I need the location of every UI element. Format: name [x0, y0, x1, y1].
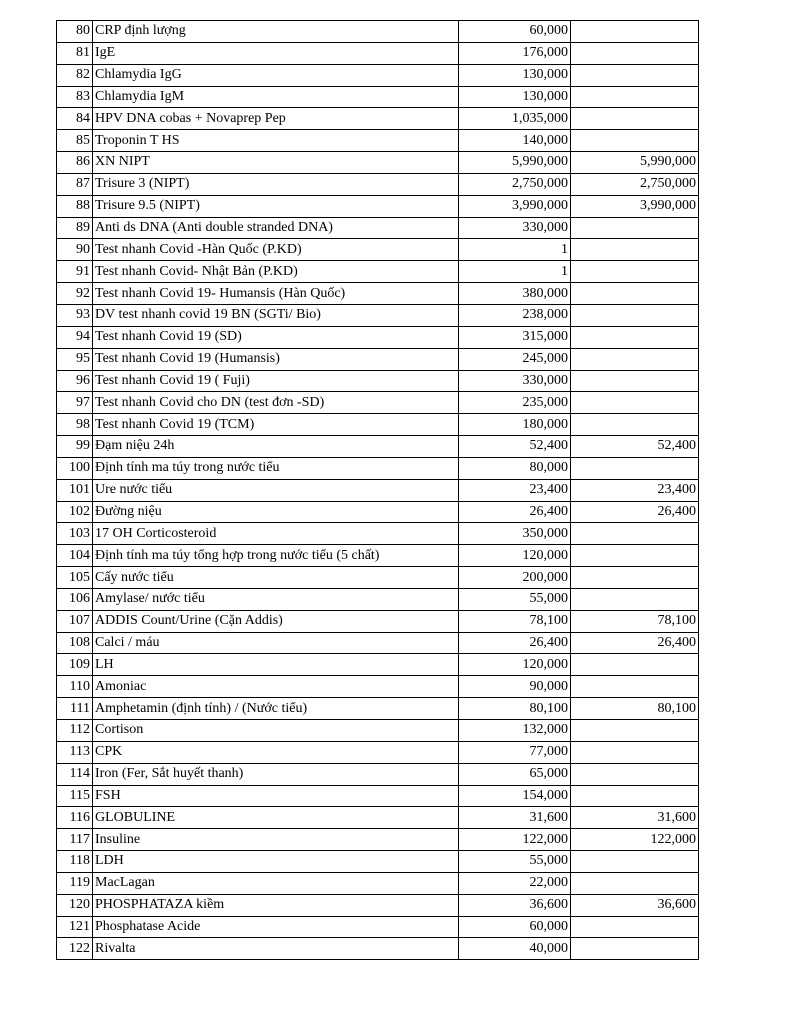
table-row — [57, 654, 699, 676]
table-row — [57, 414, 699, 436]
price-cell: 180,000 — [459, 414, 571, 436]
insurance-price-cell — [571, 130, 699, 152]
insurance-price-cell — [571, 217, 699, 239]
price-cell: 78,100 — [459, 610, 571, 632]
table-row — [57, 217, 699, 239]
table-row — [57, 457, 699, 479]
insurance-price-cell — [571, 938, 699, 960]
table-row — [57, 152, 699, 174]
test-name-cell: Calci / máu — [93, 632, 459, 654]
price-cell: 3,990,000 — [459, 195, 571, 217]
table-row — [57, 545, 699, 567]
insurance-price-cell — [571, 872, 699, 894]
insurance-price-cell — [571, 392, 699, 414]
test-name-cell: XN NIPT — [93, 152, 459, 174]
price-cell: 26,400 — [459, 632, 571, 654]
test-name-cell: Amylase/ nước tiểu — [93, 588, 459, 610]
table-row — [57, 829, 699, 851]
test-name-cell: 17 OH Corticosteroid — [93, 523, 459, 545]
table-row — [57, 86, 699, 108]
table-row — [57, 479, 699, 501]
test-name-cell: Insuline — [93, 829, 459, 851]
price-cell: 60,000 — [459, 21, 571, 43]
test-name-cell: FSH — [93, 785, 459, 807]
insurance-price-cell — [571, 108, 699, 130]
price-cell: 238,000 — [459, 304, 571, 326]
table-row — [57, 567, 699, 589]
row-number-cell: 107 — [57, 610, 93, 632]
row-number-cell: 121 — [57, 916, 93, 938]
price-cell: 315,000 — [459, 326, 571, 348]
row-number-cell: 110 — [57, 676, 93, 698]
test-name-cell: DV test nhanh covid 19 BN (SGTi/ Bio) — [93, 304, 459, 326]
insurance-price-cell — [571, 720, 699, 742]
test-name-cell: Định tính ma túy trong nước tiểu — [93, 457, 459, 479]
test-name-cell: Chlamydia IgG — [93, 64, 459, 86]
table-row — [57, 108, 699, 130]
table-row — [57, 283, 699, 305]
insurance-price-cell — [571, 851, 699, 873]
test-name-cell: Amoniac — [93, 676, 459, 698]
row-number-cell: 83 — [57, 86, 93, 108]
table-row — [57, 763, 699, 785]
price-cell: 130,000 — [459, 64, 571, 86]
price-cell: 2,750,000 — [459, 173, 571, 195]
test-name-cell: CRP định lượng — [93, 21, 459, 43]
insurance-price-cell: 26,400 — [571, 501, 699, 523]
insurance-price-cell — [571, 239, 699, 261]
price-cell: 55,000 — [459, 851, 571, 873]
row-number-cell: 118 — [57, 851, 93, 873]
price-cell: 130,000 — [459, 86, 571, 108]
price-cell: 36,600 — [459, 894, 571, 916]
row-number-cell: 113 — [57, 741, 93, 763]
insurance-price-cell — [571, 676, 699, 698]
test-name-cell: Ure nước tiểu — [93, 479, 459, 501]
insurance-price-cell — [571, 283, 699, 305]
insurance-price-cell — [571, 654, 699, 676]
insurance-price-cell — [571, 457, 699, 479]
test-name-cell: Test nhanh Covid 19 (Humansis) — [93, 348, 459, 370]
insurance-price-cell — [571, 763, 699, 785]
row-number-cell: 100 — [57, 457, 93, 479]
table-row — [57, 872, 699, 894]
insurance-price-cell — [571, 523, 699, 545]
price-cell: 60,000 — [459, 916, 571, 938]
table-row — [57, 938, 699, 960]
table-row — [57, 392, 699, 414]
table-row — [57, 698, 699, 720]
row-number-cell: 92 — [57, 283, 93, 305]
insurance-price-cell — [571, 64, 699, 86]
table-row — [57, 588, 699, 610]
insurance-price-cell: 36,600 — [571, 894, 699, 916]
table-row — [57, 720, 699, 742]
test-name-cell: Test nhanh Covid 19 (TCM) — [93, 414, 459, 436]
price-cell: 140,000 — [459, 130, 571, 152]
price-cell: 23,400 — [459, 479, 571, 501]
table-body — [57, 21, 699, 960]
table-row — [57, 239, 699, 261]
row-number-cell: 116 — [57, 807, 93, 829]
row-number-cell: 84 — [57, 108, 93, 130]
table-row — [57, 21, 699, 43]
row-number-cell: 119 — [57, 872, 93, 894]
test-name-cell: Cấy nước tiểu — [93, 567, 459, 589]
row-number-cell: 104 — [57, 545, 93, 567]
row-number-cell: 94 — [57, 326, 93, 348]
row-number-cell: 98 — [57, 414, 93, 436]
test-name-cell: Trisure 9.5 (NIPT) — [93, 195, 459, 217]
table-row — [57, 370, 699, 392]
price-cell: 154,000 — [459, 785, 571, 807]
insurance-price-cell: 122,000 — [571, 829, 699, 851]
test-name-cell: MacLagan — [93, 872, 459, 894]
test-name-cell: IgE — [93, 42, 459, 64]
price-cell: 65,000 — [459, 763, 571, 785]
insurance-price-cell — [571, 588, 699, 610]
row-number-cell: 93 — [57, 304, 93, 326]
table-row — [57, 130, 699, 152]
table-row — [57, 326, 699, 348]
row-number-cell: 95 — [57, 348, 93, 370]
table-row — [57, 64, 699, 86]
table-row — [57, 501, 699, 523]
test-name-cell: CPK — [93, 741, 459, 763]
table-row — [57, 523, 699, 545]
table-row — [57, 348, 699, 370]
table-row — [57, 304, 699, 326]
test-name-cell: Iron (Fer, Sắt huyết thanh) — [93, 763, 459, 785]
row-number-cell: 117 — [57, 829, 93, 851]
insurance-price-cell: 5,990,000 — [571, 152, 699, 174]
price-cell: 80,000 — [459, 457, 571, 479]
row-number-cell: 99 — [57, 436, 93, 458]
insurance-price-cell — [571, 304, 699, 326]
table-row — [57, 195, 699, 217]
row-number-cell: 89 — [57, 217, 93, 239]
row-number-cell: 90 — [57, 239, 93, 261]
price-cell: 120,000 — [459, 545, 571, 567]
price-cell: 330,000 — [459, 370, 571, 392]
table-row — [57, 916, 699, 938]
insurance-price-cell — [571, 261, 699, 283]
table-row — [57, 807, 699, 829]
insurance-price-cell — [571, 567, 699, 589]
test-name-cell: ADDIS Count/Urine (Cặn Addis) — [93, 610, 459, 632]
insurance-price-cell: 78,100 — [571, 610, 699, 632]
row-number-cell: 97 — [57, 392, 93, 414]
test-name-cell: Test nhanh Covid 19 ( Fuji) — [93, 370, 459, 392]
test-name-cell: Test nhanh Covid 19- Humansis (Hàn Quốc) — [93, 283, 459, 305]
row-number-cell: 111 — [57, 698, 93, 720]
price-table — [56, 20, 699, 960]
test-name-cell: Troponin T HS — [93, 130, 459, 152]
price-cell: 90,000 — [459, 676, 571, 698]
table-row — [57, 632, 699, 654]
test-name-cell: Anti ds DNA (Anti double stranded DNA) — [93, 217, 459, 239]
price-cell: 132,000 — [459, 720, 571, 742]
row-number-cell: 108 — [57, 632, 93, 654]
test-name-cell: Đường niệu — [93, 501, 459, 523]
insurance-price-cell — [571, 348, 699, 370]
row-number-cell: 82 — [57, 64, 93, 86]
price-cell: 31,600 — [459, 807, 571, 829]
test-name-cell: Rivalta — [93, 938, 459, 960]
row-number-cell: 81 — [57, 42, 93, 64]
price-cell: 80,100 — [459, 698, 571, 720]
insurance-price-cell — [571, 916, 699, 938]
table-row — [57, 610, 699, 632]
price-cell: 120,000 — [459, 654, 571, 676]
insurance-price-cell — [571, 326, 699, 348]
row-number-cell: 87 — [57, 173, 93, 195]
row-number-cell: 88 — [57, 195, 93, 217]
insurance-price-cell — [571, 86, 699, 108]
row-number-cell: 109 — [57, 654, 93, 676]
price-cell: 235,000 — [459, 392, 571, 414]
row-number-cell: 102 — [57, 501, 93, 523]
table-row — [57, 173, 699, 195]
test-name-cell: Đạm niệu 24h — [93, 436, 459, 458]
row-number-cell: 96 — [57, 370, 93, 392]
table-row — [57, 676, 699, 698]
insurance-price-cell — [571, 545, 699, 567]
price-cell: 200,000 — [459, 567, 571, 589]
insurance-price-cell: 80,100 — [571, 698, 699, 720]
price-cell: 1 — [459, 261, 571, 283]
insurance-price-cell — [571, 21, 699, 43]
row-number-cell: 112 — [57, 720, 93, 742]
test-name-cell: Test nhanh Covid -Hàn Quốc (P.KD) — [93, 239, 459, 261]
price-cell: 26,400 — [459, 501, 571, 523]
test-name-cell: Chlamydia IgM — [93, 86, 459, 108]
table-row — [57, 436, 699, 458]
test-name-cell: Phosphatase Acide — [93, 916, 459, 938]
row-number-cell: 114 — [57, 763, 93, 785]
test-name-cell: PHOSPHATAZA kiềm — [93, 894, 459, 916]
row-number-cell: 80 — [57, 21, 93, 43]
insurance-price-cell: 3,990,000 — [571, 195, 699, 217]
insurance-price-cell: 26,400 — [571, 632, 699, 654]
row-number-cell: 115 — [57, 785, 93, 807]
insurance-price-cell — [571, 42, 699, 64]
test-name-cell: Test nhanh Covid 19 (SD) — [93, 326, 459, 348]
row-number-cell: 105 — [57, 567, 93, 589]
insurance-price-cell — [571, 414, 699, 436]
test-name-cell: Test nhanh Covid- Nhật Bản (P.KD) — [93, 261, 459, 283]
test-name-cell: Amphetamin (định tính) / (Nước tiểu) — [93, 698, 459, 720]
insurance-price-cell: 52,400 — [571, 436, 699, 458]
insurance-price-cell — [571, 785, 699, 807]
price-cell: 22,000 — [459, 872, 571, 894]
test-name-cell: HPV DNA cobas + Novaprep Pep — [93, 108, 459, 130]
test-name-cell: Test nhanh Covid cho DN (test đơn -SD) — [93, 392, 459, 414]
row-number-cell: 86 — [57, 152, 93, 174]
test-name-cell: LH — [93, 654, 459, 676]
row-number-cell: 122 — [57, 938, 93, 960]
insurance-price-cell: 2,750,000 — [571, 173, 699, 195]
table-row — [57, 42, 699, 64]
price-cell: 380,000 — [459, 283, 571, 305]
table-row — [57, 741, 699, 763]
price-cell: 330,000 — [459, 217, 571, 239]
insurance-price-cell — [571, 741, 699, 763]
insurance-price-cell: 31,600 — [571, 807, 699, 829]
price-cell: 1,035,000 — [459, 108, 571, 130]
insurance-price-cell: 23,400 — [571, 479, 699, 501]
price-cell: 1 — [459, 239, 571, 261]
row-number-cell: 101 — [57, 479, 93, 501]
price-cell: 77,000 — [459, 741, 571, 763]
price-cell: 350,000 — [459, 523, 571, 545]
price-cell: 245,000 — [459, 348, 571, 370]
row-number-cell: 120 — [57, 894, 93, 916]
table-row — [57, 894, 699, 916]
row-number-cell: 106 — [57, 588, 93, 610]
table-row — [57, 851, 699, 873]
price-cell: 5,990,000 — [459, 152, 571, 174]
test-name-cell: LDH — [93, 851, 459, 873]
test-name-cell: Cortison — [93, 720, 459, 742]
row-number-cell: 85 — [57, 130, 93, 152]
test-name-cell: GLOBULINE — [93, 807, 459, 829]
price-cell: 176,000 — [459, 42, 571, 64]
table-row — [57, 261, 699, 283]
test-name-cell: Định tính ma túy tổng hợp trong nước tiểu (5 chất) — [93, 545, 459, 567]
price-cell: 52,400 — [459, 436, 571, 458]
test-name-cell: Trisure 3 (NIPT) — [93, 173, 459, 195]
row-number-cell: 91 — [57, 261, 93, 283]
price-cell: 55,000 — [459, 588, 571, 610]
price-cell: 40,000 — [459, 938, 571, 960]
table-row — [57, 785, 699, 807]
insurance-price-cell — [571, 370, 699, 392]
price-cell: 122,000 — [459, 829, 571, 851]
row-number-cell: 103 — [57, 523, 93, 545]
